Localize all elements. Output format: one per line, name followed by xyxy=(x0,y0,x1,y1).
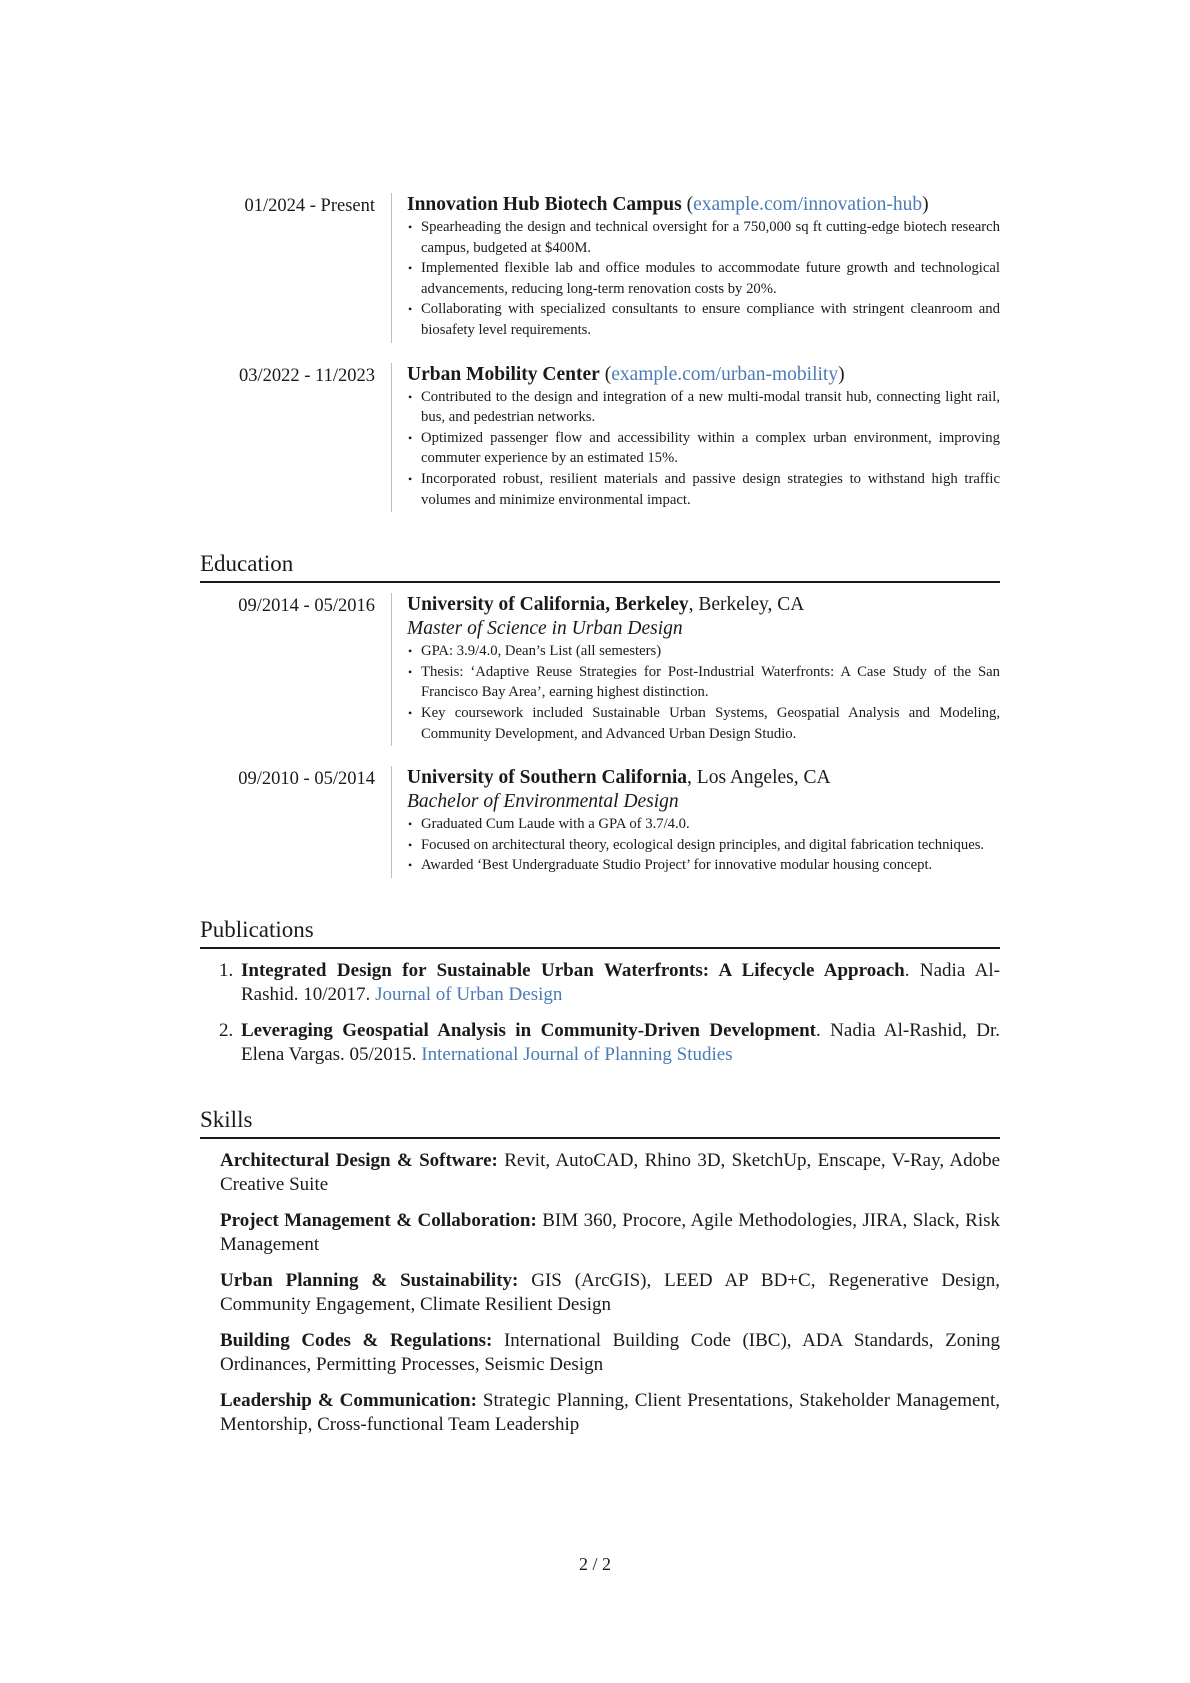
entry-date: 03/2022 - 11/2023 xyxy=(238,365,375,386)
entry-title xyxy=(407,766,1000,790)
school-location: , Berkeley, CA xyxy=(688,594,805,616)
bullet-item: • Spearheading the design and technical oversight for a 750,000 sq ft cutting-edge biotech research campus, budgeted at $400M. xyxy=(407,217,1000,258)
bullet-item: • Implemented flexible lab and office modules to accommodate future growth and technological advancements, reducing long-term renovation costs by 20%. xyxy=(407,258,1000,299)
section-title: Education xyxy=(200,550,1000,583)
skill-item xyxy=(200,1269,1000,1317)
publications-section xyxy=(200,916,1000,1067)
bullet-item: • Collaborating with specialized consultants to ensure compliance with stringent cleanroom and biosafety level requirements. xyxy=(407,299,1000,340)
entry-date: 09/2014 - 05/2016 xyxy=(238,596,375,617)
bullet-item: • Focused on architectural theory, ecological design principles, and digital fabrication techniques. xyxy=(407,835,1000,856)
bullet-item: • GPA: 3.9/4.0, Dean’s List (all semesters) xyxy=(407,641,1000,662)
publication-title: Leveraging Geospatial Analysis in Community-Driven Development xyxy=(241,1019,816,1041)
entry-body xyxy=(391,766,1000,878)
skill-label: Leadership & Communication: xyxy=(220,1389,477,1411)
publication-details: . Nadia Al-Rashid. 10/2017. xyxy=(241,959,1000,1005)
project-link[interactable]: example.com/innovation-hub xyxy=(693,194,923,215)
bullet-item: • Contributed to the design and integration of a new multi-modal transit hub, connecting light rail, bus, and pedestrian networks. xyxy=(407,387,1000,428)
project-name: Innovation Hub Biotech Campus xyxy=(407,194,682,215)
project-name: Urban Mobility Center xyxy=(407,363,600,385)
entry-date: 09/2010 - 05/2014 xyxy=(238,769,375,790)
publication-details: . Nadia Al-Rashid, Dr. Elena Vargas. 05/2015. xyxy=(241,1019,1000,1065)
publication-item xyxy=(200,959,1000,1007)
skill-label: Project Management & Collaboration: xyxy=(220,1209,537,1231)
bullet-item: • Awarded ‘Best Undergraduate Studio Project’ for innovative modular housing concept. xyxy=(407,855,1000,876)
entry-body xyxy=(391,593,1000,746)
entry-date: 01/2024 - Present xyxy=(244,196,375,216)
publication-number: 2. xyxy=(219,1019,234,1041)
skills-list xyxy=(200,1149,1000,1437)
entry-title xyxy=(407,593,1000,617)
skill-value: BIM 360, Procore, Agile Methodologies, JIRA, Slack, Risk Management xyxy=(220,1209,1000,1255)
education-entry xyxy=(200,593,1000,746)
bullet-item: • Graduated Cum Laude with a GPA of 3.7/4.0. xyxy=(407,814,1000,835)
entry-body xyxy=(391,193,1000,343)
experience-entry xyxy=(200,363,1000,513)
skill-item xyxy=(200,1209,1000,1257)
publication-item xyxy=(200,1019,1000,1067)
skill-item xyxy=(200,1389,1000,1437)
skills-section xyxy=(200,1106,1000,1437)
school-name: University of California, Berkeley xyxy=(407,594,689,616)
degree: Master of Science in Urban Design xyxy=(407,618,683,640)
entry-title: Innovation Hub Biotech Campus (example.com/innovation-hub) xyxy=(407,194,929,215)
skill-item xyxy=(200,1329,1000,1377)
bullet-list xyxy=(407,217,1000,341)
bullet-list xyxy=(407,641,1000,744)
education-section xyxy=(200,550,1000,878)
bullet-item: • Incorporated robust, resilient materials and passive design strategies to withstand high traffic volumes and minimize environmental impact. xyxy=(407,469,1000,510)
skill-value: Revit, AutoCAD, Rhino 3D, SketchUp, Enscape, V-Ray, Adobe Creative Suite xyxy=(220,1149,1001,1195)
entry-body xyxy=(391,363,1000,513)
skill-label: Building Codes & Regulations: xyxy=(220,1329,493,1351)
skill-value: International Building Code (IBC), ADA Standards, Zoning Ordinances, Permitting Processes, Seismic Design xyxy=(220,1329,1001,1375)
degree: Bachelor of Environmental Design xyxy=(407,791,679,813)
project-link[interactable]: example.com/urban-mobility xyxy=(611,363,839,385)
publication-number: 1. xyxy=(219,959,234,981)
entry-title: Urban Mobility Center (example.com/urban-mobility) xyxy=(407,363,845,385)
skill-label: Architectural Design & Software: xyxy=(220,1149,498,1171)
bullet-item: • Optimized passenger flow and accessibility within a complex urban environment, improving commuter experience by an estimated 15%. xyxy=(407,428,1000,469)
publication-list xyxy=(200,959,1000,1067)
education-entry xyxy=(200,766,1000,878)
skill-item xyxy=(200,1149,1000,1197)
publication-venue-link[interactable]: International Journal of Planning Studies xyxy=(421,1043,733,1065)
page-number: 2 / 2 xyxy=(578,1554,611,1574)
experience-list xyxy=(200,193,1000,512)
skill-label: Urban Planning & Sustainability: xyxy=(220,1269,519,1291)
publication-title: Integrated Design for Sustainable Urban Waterfronts: A Lifecycle Approach xyxy=(241,959,905,981)
experience-entry xyxy=(200,193,1000,343)
school-name: University of Southern California xyxy=(407,767,688,789)
bullet-item: • Key coursework included Sustainable Urban Systems, Geospatial Analysis and Modeling, Community Development, and Advanced Urban Design Studio. xyxy=(407,703,1000,744)
skill-value: Strategic Planning, Client Presentations, Stakeholder Management, Mentorship, Cross-functional Team Leadership xyxy=(220,1389,1000,1435)
school-location: , Los Angeles, CA xyxy=(687,767,831,789)
bullet-list xyxy=(407,387,1000,511)
resume-content xyxy=(200,193,1000,1437)
skill-value: GIS (ArcGIS), LEED AP BD+C, Regenerative Design, Community Engagement, Climate Resilient Design xyxy=(220,1269,1000,1315)
bullet-list xyxy=(407,814,1000,876)
publication-venue-link[interactable]: Journal of Urban Design xyxy=(375,983,563,1005)
bullet-item: • Thesis: ‘Adaptive Reuse Strategies for Post-Industrial Waterfronts: A Case Study of the San Francisco Bay Area’, earning highest distinction. xyxy=(407,662,1000,703)
section-title: Publications xyxy=(200,916,1000,949)
section-title: Skills xyxy=(200,1106,1000,1139)
